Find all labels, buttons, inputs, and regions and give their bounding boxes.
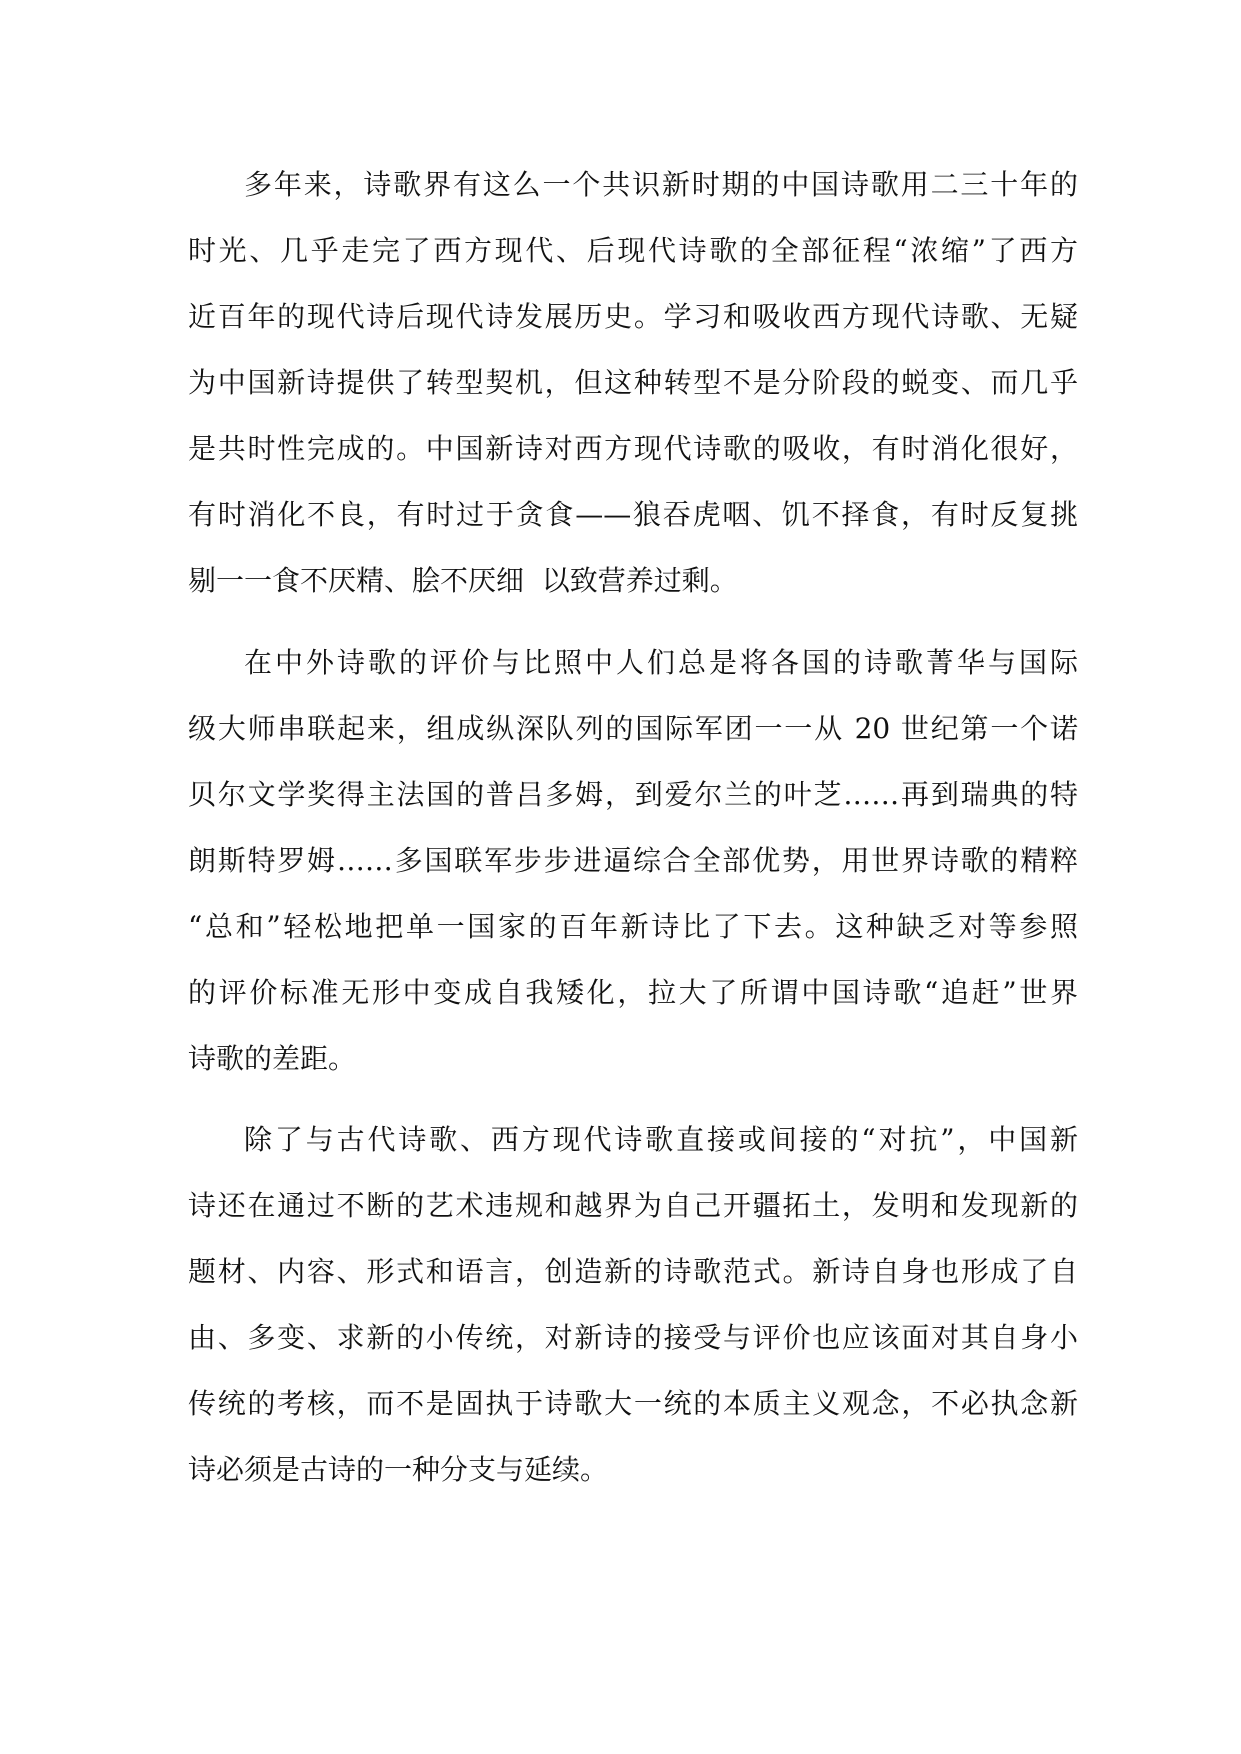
paragraph-western-poetry-absorption — [188, 152, 1078, 614]
paragraph-line: 剔一一食不厌精、脍不厌细 以致营养过剩。 — [188, 564, 738, 597]
paragraph-line: 除了与古代诗歌、西方现代诗歌直接或间接的“对抗”，中国新 — [244, 1123, 1078, 1156]
paragraph-line: 为中国新诗提供了转型契机，但这种转型不是分阶段的蜕变、而几乎 — [188, 366, 1078, 399]
paragraph-line: 贝尔文学奖得主法国的普吕多姆，到爱尔兰的叶芝……再到瑞典的特 — [188, 778, 1078, 811]
paragraph-line: 的评价标准无形中变成自我矮化，拉大了所谓中国诗歌“追赶”世界 — [188, 976, 1078, 1009]
paragraph-line: 多年来，诗歌界有这么一个共识新时期的中国诗歌用二三十年的 — [244, 168, 1078, 201]
paragraph-line: 在中外诗歌的评价与比照中人们总是将各国的诗歌菁华与国际 — [244, 646, 1078, 679]
paragraph-new-poetry-tradition — [188, 1107, 1078, 1503]
paragraph-line: 级大师串联起来，组成纵深队列的国际军团一一从 20 世纪第一个诺 — [188, 712, 1078, 745]
paragraph-line: 诗必须是古诗的一种分支与延续。 — [188, 1453, 609, 1486]
paragraph-line: 题材、内容、形式和语言，创造新的诗歌范式。新诗自身也形成了自 — [188, 1255, 1078, 1288]
paragraph-line: “总和”轻松地把单一国家的百年新诗比了下去。这种缺乏对等参照 — [188, 910, 1078, 943]
paragraph-line: 诗歌的差距。 — [188, 1042, 357, 1075]
paragraph-line: 近百年的现代诗后现代诗发展历史。学习和吸收西方现代诗歌、无疑 — [188, 300, 1078, 333]
paragraph-line: 是共时性完成的。中国新诗对西方现代诗歌的吸收，有时消化很好， — [188, 432, 1078, 465]
paragraph-line: 诗还在通过不断的艺术违规和越界为自己开疆拓土，发明和发现新的 — [188, 1189, 1078, 1222]
paragraph-line: 传统的考核，而不是固执于诗歌大一统的本质主义观念，不必执念新 — [188, 1387, 1078, 1420]
paragraph-international-comparison — [188, 630, 1078, 1092]
paragraph-line: 时光、几乎走完了西方现代、后现代诗歌的全部征程“浓缩”了西方 — [188, 234, 1078, 267]
paragraph-line: 有时消化不良，有时过于贪食——狼吞虎咽、饥不择食，有时反复挑 — [188, 498, 1078, 531]
paragraph-line: 朗斯特罗姆……多国联军步步进逼综合全部优势，用世界诗歌的精粹 — [188, 844, 1078, 877]
paragraph-line: 由、多变、求新的小传统，对新诗的接受与评价也应该面对其自身小 — [188, 1321, 1078, 1354]
